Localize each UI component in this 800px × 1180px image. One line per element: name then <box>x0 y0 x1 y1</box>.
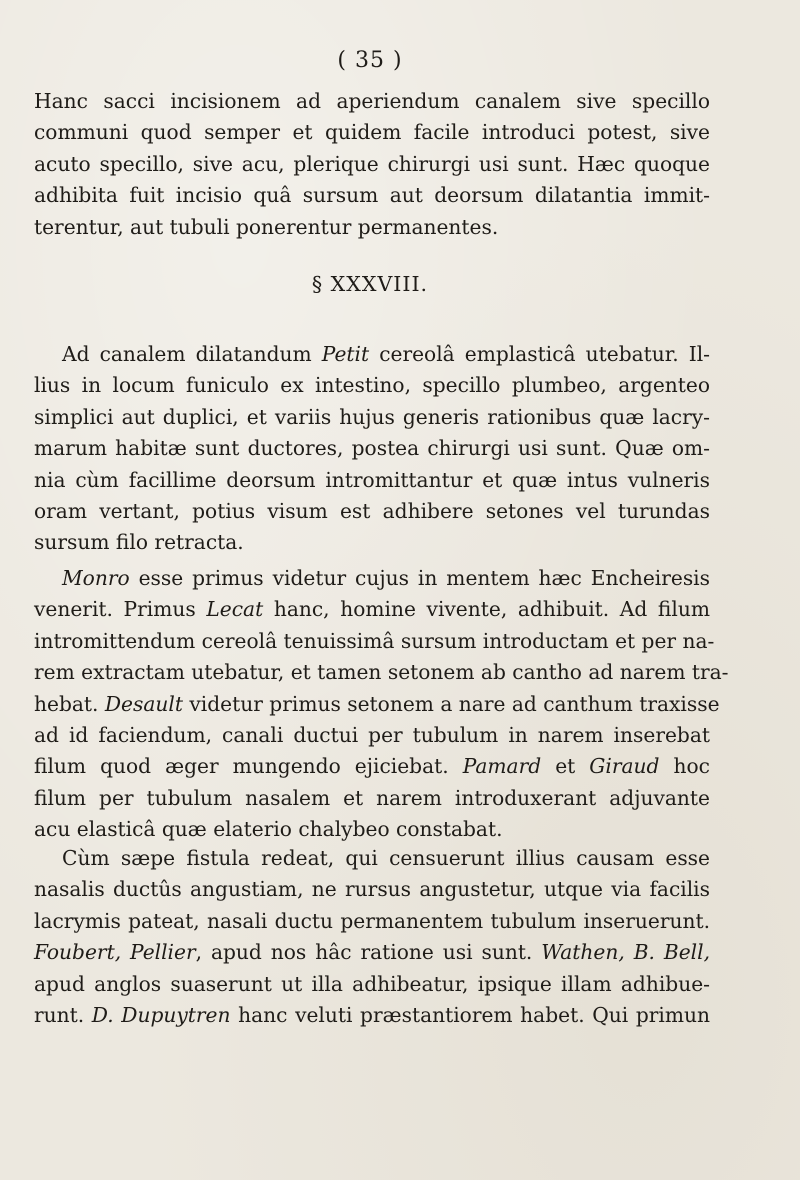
text-run: venerit. Primus <box>34 597 207 622</box>
text-line: lius in locum funiculo ex intestino, specillo plumbeo, argenteo <box>34 373 710 398</box>
text-line <box>34 689 720 720</box>
paragraph-2 <box>34 339 710 559</box>
paragraph-1 <box>34 86 710 243</box>
text-run: et <box>541 754 590 779</box>
text-run: videtur primus setonem a nare ad canthum traxisse <box>182 691 720 716</box>
text-run: hanc, homine vivente, adhibuit. Ad filum <box>263 597 710 622</box>
author-name: Lecat <box>206 597 264 622</box>
text-line <box>34 937 710 968</box>
text-line: sursum filo retracta. <box>34 530 244 555</box>
paragraph-3 <box>34 563 729 846</box>
page-number: ( 35 ) <box>337 48 403 73</box>
text-line <box>34 563 710 594</box>
text-run: hebat. <box>34 691 105 716</box>
text-line: oram vertant, potius visum est adhibere setones vel turundas <box>34 499 710 524</box>
author-name: D. Dupuytren <box>91 1003 231 1028</box>
text-line: lacrymis pateat, nasali ductu permanentem tubulum inseruerunt. <box>34 908 710 933</box>
text-run: , apud nos hâc ratione usi sunt. <box>195 940 542 965</box>
text-run: hanc veluti præstantiorem habet. Qui primun <box>230 1003 710 1028</box>
author-name: Pamard <box>462 754 542 779</box>
text-line: apud anglos suaserunt ut illa adhibeatur, ipsique illam adhibue- <box>34 971 710 996</box>
text-run: filum quod æger mungendo ejiciebat. <box>34 754 463 779</box>
text-line: ad id faciendum, canali ductui per tubulum in narem inserebat <box>34 723 710 748</box>
text-line <box>34 339 710 370</box>
text-run: runt. <box>34 1003 92 1028</box>
text-line: marum habitæ sunt ductores, postea chirurgi usi sunt. Quæ om- <box>34 436 710 461</box>
text-line: terentur, aut tubuli ponerentur permanentes. <box>34 214 499 239</box>
text-run: esse primus videtur cujus in mentem hæc Encheiresis <box>129 566 710 590</box>
text-line: simplici aut duplici, et variis hujus generis rationibus quæ lacry- <box>34 404 710 429</box>
text-line <box>34 594 710 625</box>
text-line: communi quod semper et quidem facile introduci potest, sive <box>34 120 710 145</box>
author-name: Petit <box>321 342 370 366</box>
text-run: Ad canalem dilatandum <box>62 342 322 366</box>
text-line: nasalis ductûs angustiam, ne rursus angustetur, utque via facilis <box>34 877 710 902</box>
author-name: Foubert, Pellier <box>34 940 196 965</box>
author-name: Wathen, B. Bell, <box>541 940 710 965</box>
text-line: intromittendum cereolâ tenuissimâ sursum introductam et per na- <box>34 628 715 653</box>
text-line: acu elasticâ quæ elaterio chalybeo constabat. <box>34 817 503 842</box>
text-run: hoc <box>659 754 710 779</box>
text-line <box>34 1000 710 1031</box>
author-name: Desault <box>104 691 183 716</box>
text-line: filum per tubulum nasalem et narem introduxerant adjuvante <box>34 785 710 810</box>
section-heading: § XXXVIII. <box>311 272 429 296</box>
text-line: nia cùm facillime deorsum intromittantur et quæ intus vulneris <box>34 467 710 492</box>
text-line: Cùm sæpe fistula redeat, qui censuerunt illius causam esse <box>62 846 710 870</box>
text-run: cereolâ emplasticâ utebatur. Il- <box>369 342 710 366</box>
text-line: adhibita fuit incisio quâ sursum aut deorsum dilatantia immit- <box>34 183 710 208</box>
author-name: Giraud <box>589 754 660 779</box>
text-line: acuto specillo, sive acu, plerique chirurgi usi sunt. Hæc quoque <box>34 151 710 176</box>
paragraph-4 <box>34 843 710 1031</box>
author-name: Monro <box>62 566 130 590</box>
text-line <box>34 751 710 782</box>
text-line: Hanc sacci incisionem ad aperiendum canalem sive specillo <box>34 89 710 113</box>
text-line: rem extractam utebatur, et tamen setonem ab cantho ad narem tra- <box>34 660 729 685</box>
